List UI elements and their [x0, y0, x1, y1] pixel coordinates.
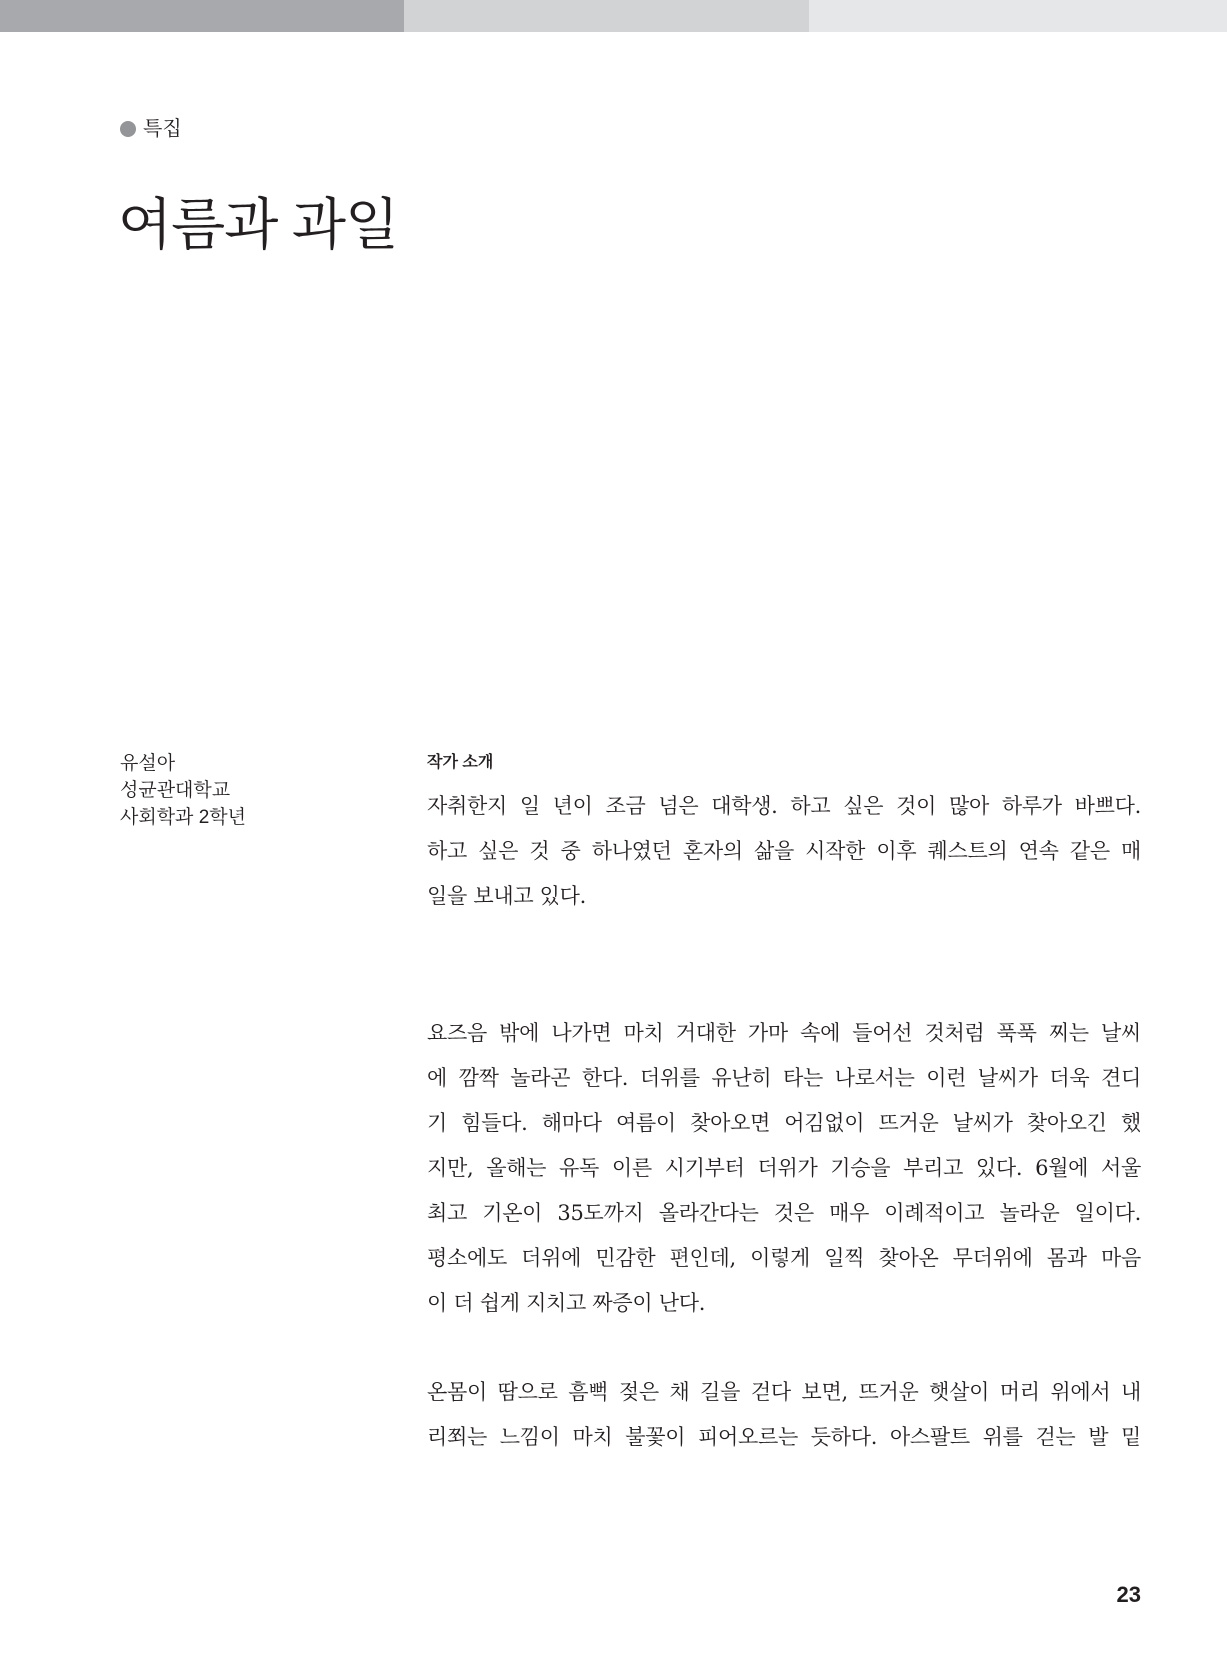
article-title: 여름과 과일	[118, 193, 399, 256]
text-line: 기 힘들다. 해마다 여름이 찾아오면 어김없이 뜨거운 날씨가 찾아오긴 했	[427, 1111, 1141, 1135]
body-paragraph-2	[427, 1370, 1141, 1460]
text-line: 하고 싶은 것 중 하나였던 혼자의 삶을 시작한 이후 퀘스트의 연속 같은 매	[427, 839, 1141, 863]
section-label: 특집	[143, 118, 182, 140]
page-number: 23	[1116, 1582, 1141, 1607]
text-line: 최고 기온이 35도까지 올라간다는 것은 매우 이례적이고 놀라운 일이다.	[427, 1201, 1141, 1225]
text-line: 온몸이 땀으로 흠뻑 젖은 채 길을 걷다 보면, 뜨거운 햇살이 머리 위에서 내	[427, 1380, 1141, 1404]
author-name: 유설아	[120, 753, 176, 774]
author-intro-heading: 작가 소개	[427, 754, 494, 771]
text-line: 자취한지 일 년이 조금 넘은 대학생. 하고 싶은 것이 많아 하루가 바쁘다.	[427, 794, 1141, 818]
section-tag	[120, 118, 182, 140]
text-line: 리쬐는 느낌이 마치 불꽃이 피어오르는 듯하다. 아스팔트 위를 걷는 발 밑	[427, 1425, 1141, 1449]
text-line: 에 깜짝 놀라곤 한다. 더위를 유난히 타는 나로서는 이런 날씨가 더욱 견디	[427, 1066, 1141, 1090]
author-school: 성균관대학교	[120, 780, 231, 801]
author-info	[120, 750, 380, 831]
header-bar-segment-1	[0, 0, 404, 32]
bullet-icon	[120, 121, 136, 137]
text-line: 일을 보내고 있다.	[427, 884, 587, 908]
header-bar-segment-2	[404, 0, 809, 32]
author-major: 사회학과 2학년	[120, 807, 246, 828]
header-bar-segment-3	[809, 0, 1227, 32]
body-paragraph-1	[427, 1011, 1141, 1326]
text-line: 이 더 쉽게 지치고 짜증이 난다.	[427, 1291, 706, 1315]
text-line: 평소에도 더위에 민감한 편인데, 이렇게 일찍 찾아온 무더위에 몸과 마음	[427, 1246, 1141, 1270]
text-line: 지만, 올해는 유독 이른 시기부터 더위가 기승을 부리고 있다. 6월에 서울	[427, 1156, 1141, 1180]
text-line: 요즈음 밖에 나가면 마치 거대한 가마 속에 들어선 것처럼 푹푹 찌는 날씨	[427, 1021, 1141, 1045]
header-color-bar	[0, 0, 1227, 32]
author-intro-text	[427, 784, 1141, 919]
